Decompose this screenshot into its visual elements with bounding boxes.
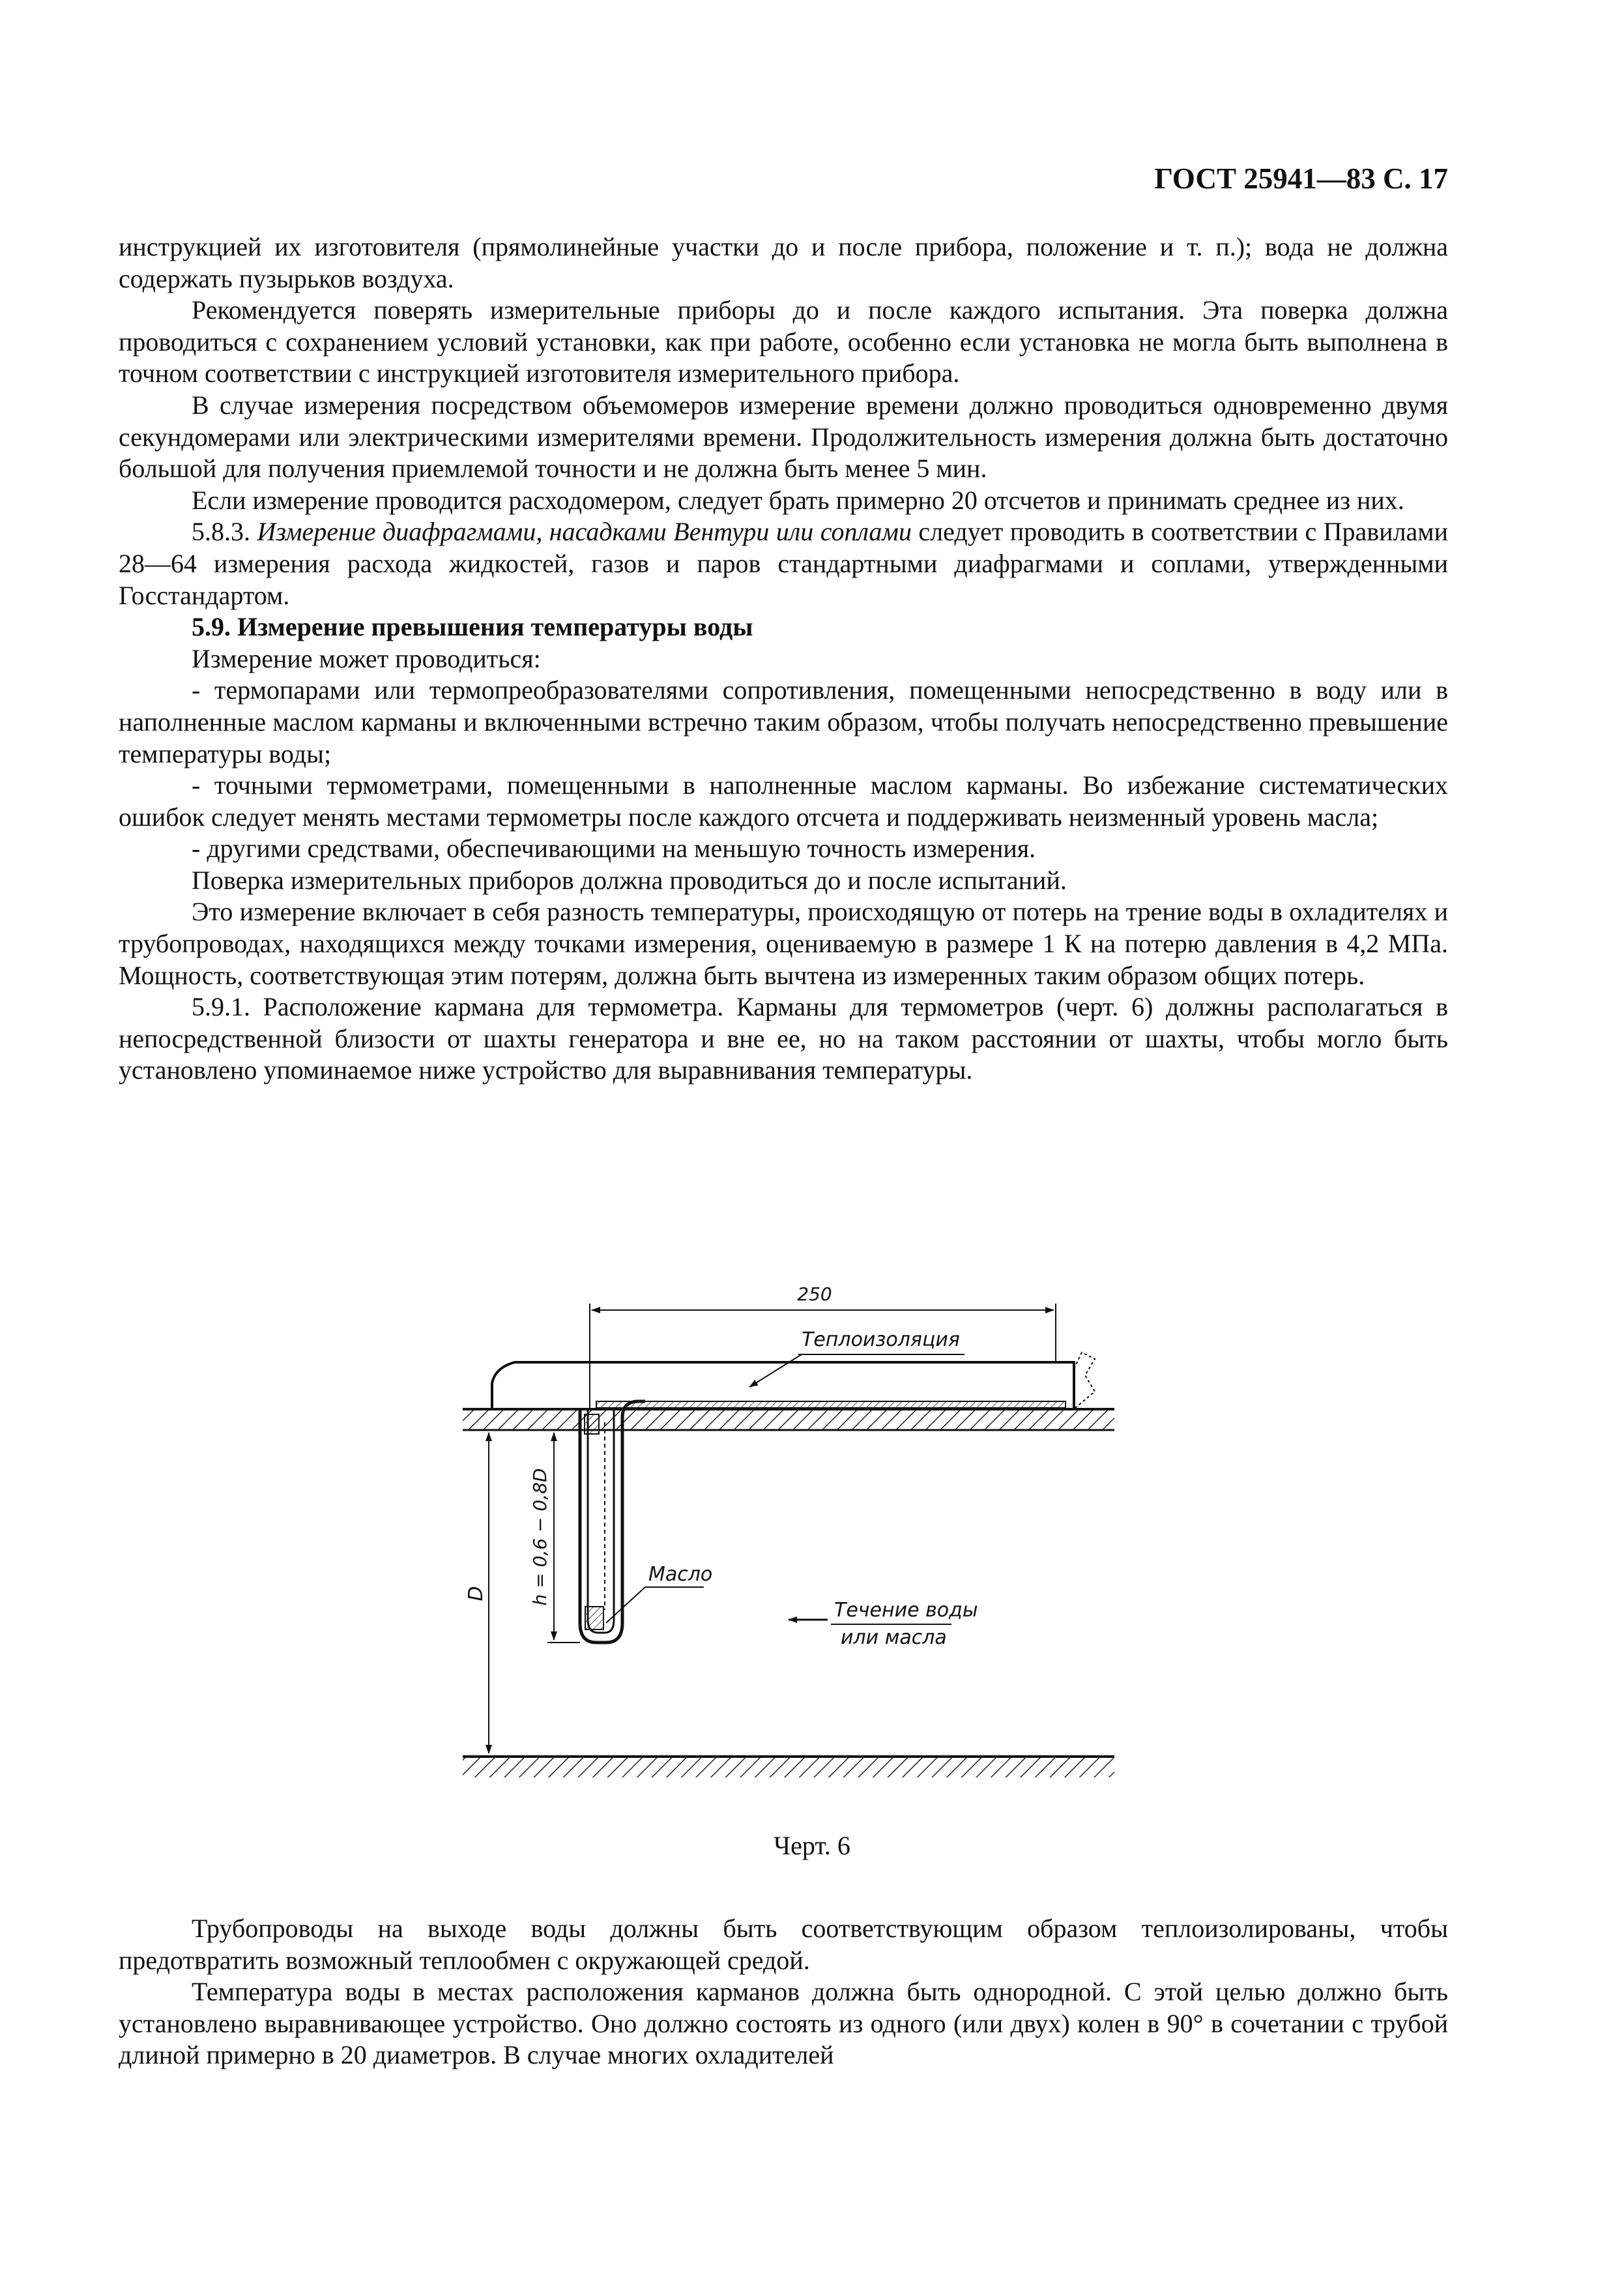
paragraph: В случае измерения посредством объемомеров измерение времени должно проводиться одновременно двумя секундомерами или электрическими измерителями времени. Продолжительность измерения должна быть достаточно большой для получения приемлемой точности и не должна быть менее 5 мин. xyxy=(119,390,1448,484)
bottom-text-block xyxy=(119,1913,1448,2071)
paragraph: Рекомендуется поверять измерительные приборы до и после каждого испытания. Эта поверка должна проводиться с сохранением условий установки, как при работе, особенно если установка не могла быть выполнена в точном соответствии с инструкцией изготовителя измерительного прибора. xyxy=(119,295,1448,388)
paragraph: Если измерение проводится расходомером, следует брать примерно 20 отсчетов и принимать среднее из них. xyxy=(192,485,1404,515)
paragraph: 5.9.1. Расположение кармана для термометра. Карманы для термометров (черт. 6) должны располагаться в непосредственной близости от шахты генератора и вне ее, но на таком расстоянии от шахты, чтобы могло быть установлено упоминаемое ниже устройство для выравнивания температуры. xyxy=(119,992,1448,1085)
paragraph: Поверка измерительных приборов должна проводиться до и после испытаний. xyxy=(192,865,1067,895)
label-flow-2: или масла xyxy=(841,1626,947,1649)
paragraph: Это измерение включает в себя разность температуры, происходящую от потерь на трение воды в охладителях и трубопроводах, находящихся между точками измерения, оцениваемую в размере 1 К на потерю давления в 4,2 МПа. Мощность, соответствующая этим потерям, должна быть вычтена из измеренных таким образом общих потерь. xyxy=(119,897,1448,990)
clause-text: следует проводить в соответствии с Правилами 28—64 измерения расхода жидкостей, газов и паров стандартными диафрагмами и соплами, утвержденными Госстандартом. xyxy=(119,517,1449,610)
bottom-wall xyxy=(463,1757,1114,1777)
label-h: h = 0,6 − 0,8D xyxy=(529,1468,551,1606)
list-item: - точными термометрами, помещенными в наполненные маслом карманы. Во избежание систематических ошибок следует менять местами термометры после каждого отсчета и поддерживать неизменный уровень масла; xyxy=(119,770,1448,832)
paragraph-5-8-3 xyxy=(119,516,1448,611)
page-header: ГОСТ 25941—83 С. 17 xyxy=(1154,162,1448,195)
thermometer-pocket xyxy=(580,1401,645,1643)
list-item: - другими средствами, обеспечивающими на меньшую точность измерения. xyxy=(192,834,1036,864)
label-D: D xyxy=(465,1586,487,1601)
figure-thermometer-pocket xyxy=(450,1271,1127,1792)
label-insulation: Теплоизоляция xyxy=(802,1328,960,1351)
dimension-label-250: 250 xyxy=(797,1283,832,1305)
top-wall xyxy=(463,1409,1114,1430)
dimension-250 xyxy=(590,1304,1056,1409)
label-oil: Масло xyxy=(648,1563,713,1586)
top-text-block xyxy=(119,231,1448,1087)
paragraph: Трубопроводы на выходе воды должны быть соответствующим образом теплоизолированы, чтобы предотвратить возможный теплообмен с окружающей средой. xyxy=(119,1914,1448,1975)
insulation xyxy=(492,1352,1095,1409)
list-item: - термопарами или термопреобразователями сопротивления, помещенными непосредственно в воду или в наполненные маслом карманы и включенными встречно таким образом, чтобы получать непосредственно превышение температуры воды; xyxy=(119,675,1448,768)
paragraph: Температура воды в местах расположения карманов должна быть однородной. С этой целью должно быть установлено выравнивающее устройство. Оно должно состоять из одного (или двух) колен в 90° в сочетании с трубой длиной примерно в 20 диаметров. В случае многих охладителей xyxy=(119,1977,1448,2070)
clause-number: 5.8.3. xyxy=(192,517,250,547)
label-flow-1: Течение воды xyxy=(834,1599,978,1622)
dimension-h xyxy=(547,1433,580,1643)
italic-term: Измерение диафрагмами, насадками Вентури или соплами xyxy=(257,517,912,547)
figure-caption: Черт. 6 xyxy=(774,1831,850,1860)
diagram-svg xyxy=(450,1271,1127,1792)
section-heading: 5.9. Измерение превышения температуры воды xyxy=(192,612,753,642)
paragraph: инструкцией их изготовителя (прямолинейные участки до и после прибора, положение и т. п.); вода не должна содержать пузырьков воздуха. xyxy=(119,232,1448,293)
paragraph: Измерение может проводиться: xyxy=(192,643,541,673)
